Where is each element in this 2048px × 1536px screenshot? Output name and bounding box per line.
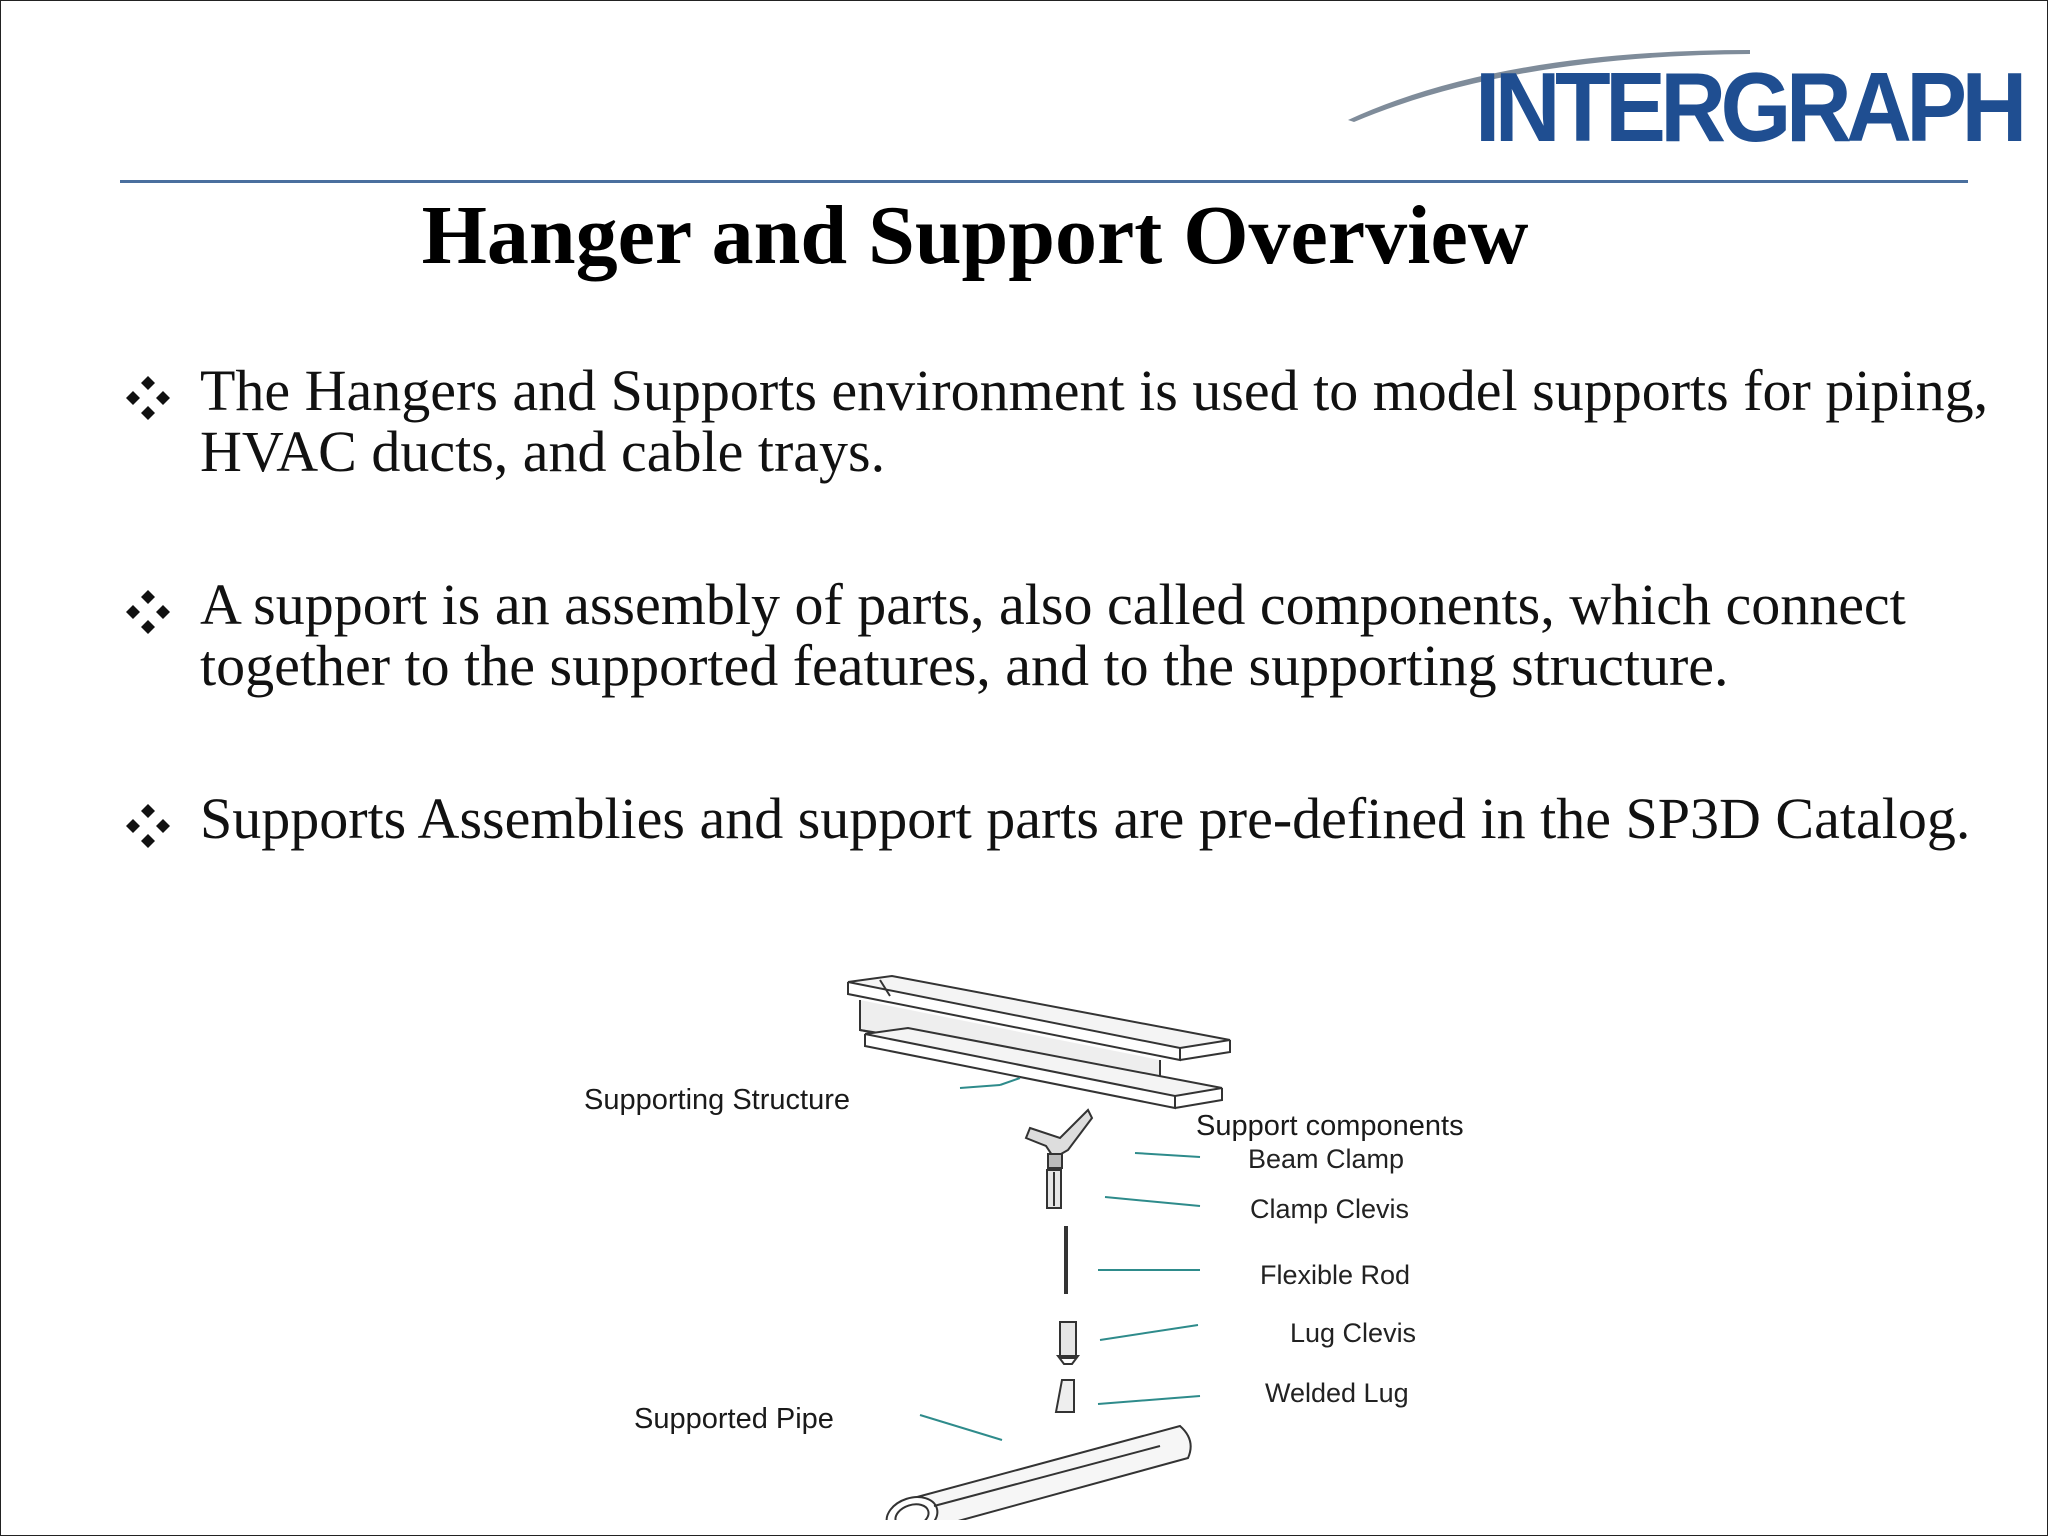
diamond-bullet-icon [120,584,176,640]
support-assembly-diagram [560,960,1610,1520]
intergraph-logo [1340,40,2040,162]
slide-title: Hanger and Support Overview [421,189,1529,282]
beam-clamp-icon [1026,1110,1092,1168]
support-assembly-drawing [560,960,1610,1520]
pipe-icon [882,1426,1191,1520]
label-lug-clevis: Lug Clevis [1290,1318,1417,1348]
label-supporting-structure: Supporting Structure [584,1084,850,1116]
i-beam-icon [848,976,1230,1108]
bullet-text: The Hangers and Supports environment is used to model supports for piping, HVAC ducts, and cable trays. [200,358,1989,484]
label-beam-clamp: Beam Clamp [1248,1144,1405,1174]
label-flexible-rod: Flexible Rod [1260,1260,1411,1290]
label-supported-pipe: Supported Pipe [634,1403,834,1435]
bullet-item [120,788,2000,849]
label-clamp-clevis: Clamp Clevis [1250,1194,1410,1224]
title-rule [120,180,1968,183]
logo-text: INTERGRAPH [1475,52,2022,162]
label-welded-lug: Welded Lug [1265,1378,1409,1408]
clamp-clevis-icon [1047,1170,1061,1208]
diamond-bullet-icon [120,370,176,426]
bullet-text: Supports Assemblies and support parts are pre-defined in the SP3D Catalog. [200,786,1971,851]
diamond-bullet-icon [120,798,176,854]
bullet-list [120,360,2000,849]
label-support-components: Support components [1196,1110,1464,1142]
bullet-item [120,360,2000,482]
bullet-item [120,574,2000,696]
lug-clevis-icon [1058,1322,1078,1364]
bullet-text: A support is an assembly of parts, also called components, which connect together to the supported features, and to the supporting structure. [200,572,1906,698]
welded-lug-icon [1056,1380,1074,1412]
